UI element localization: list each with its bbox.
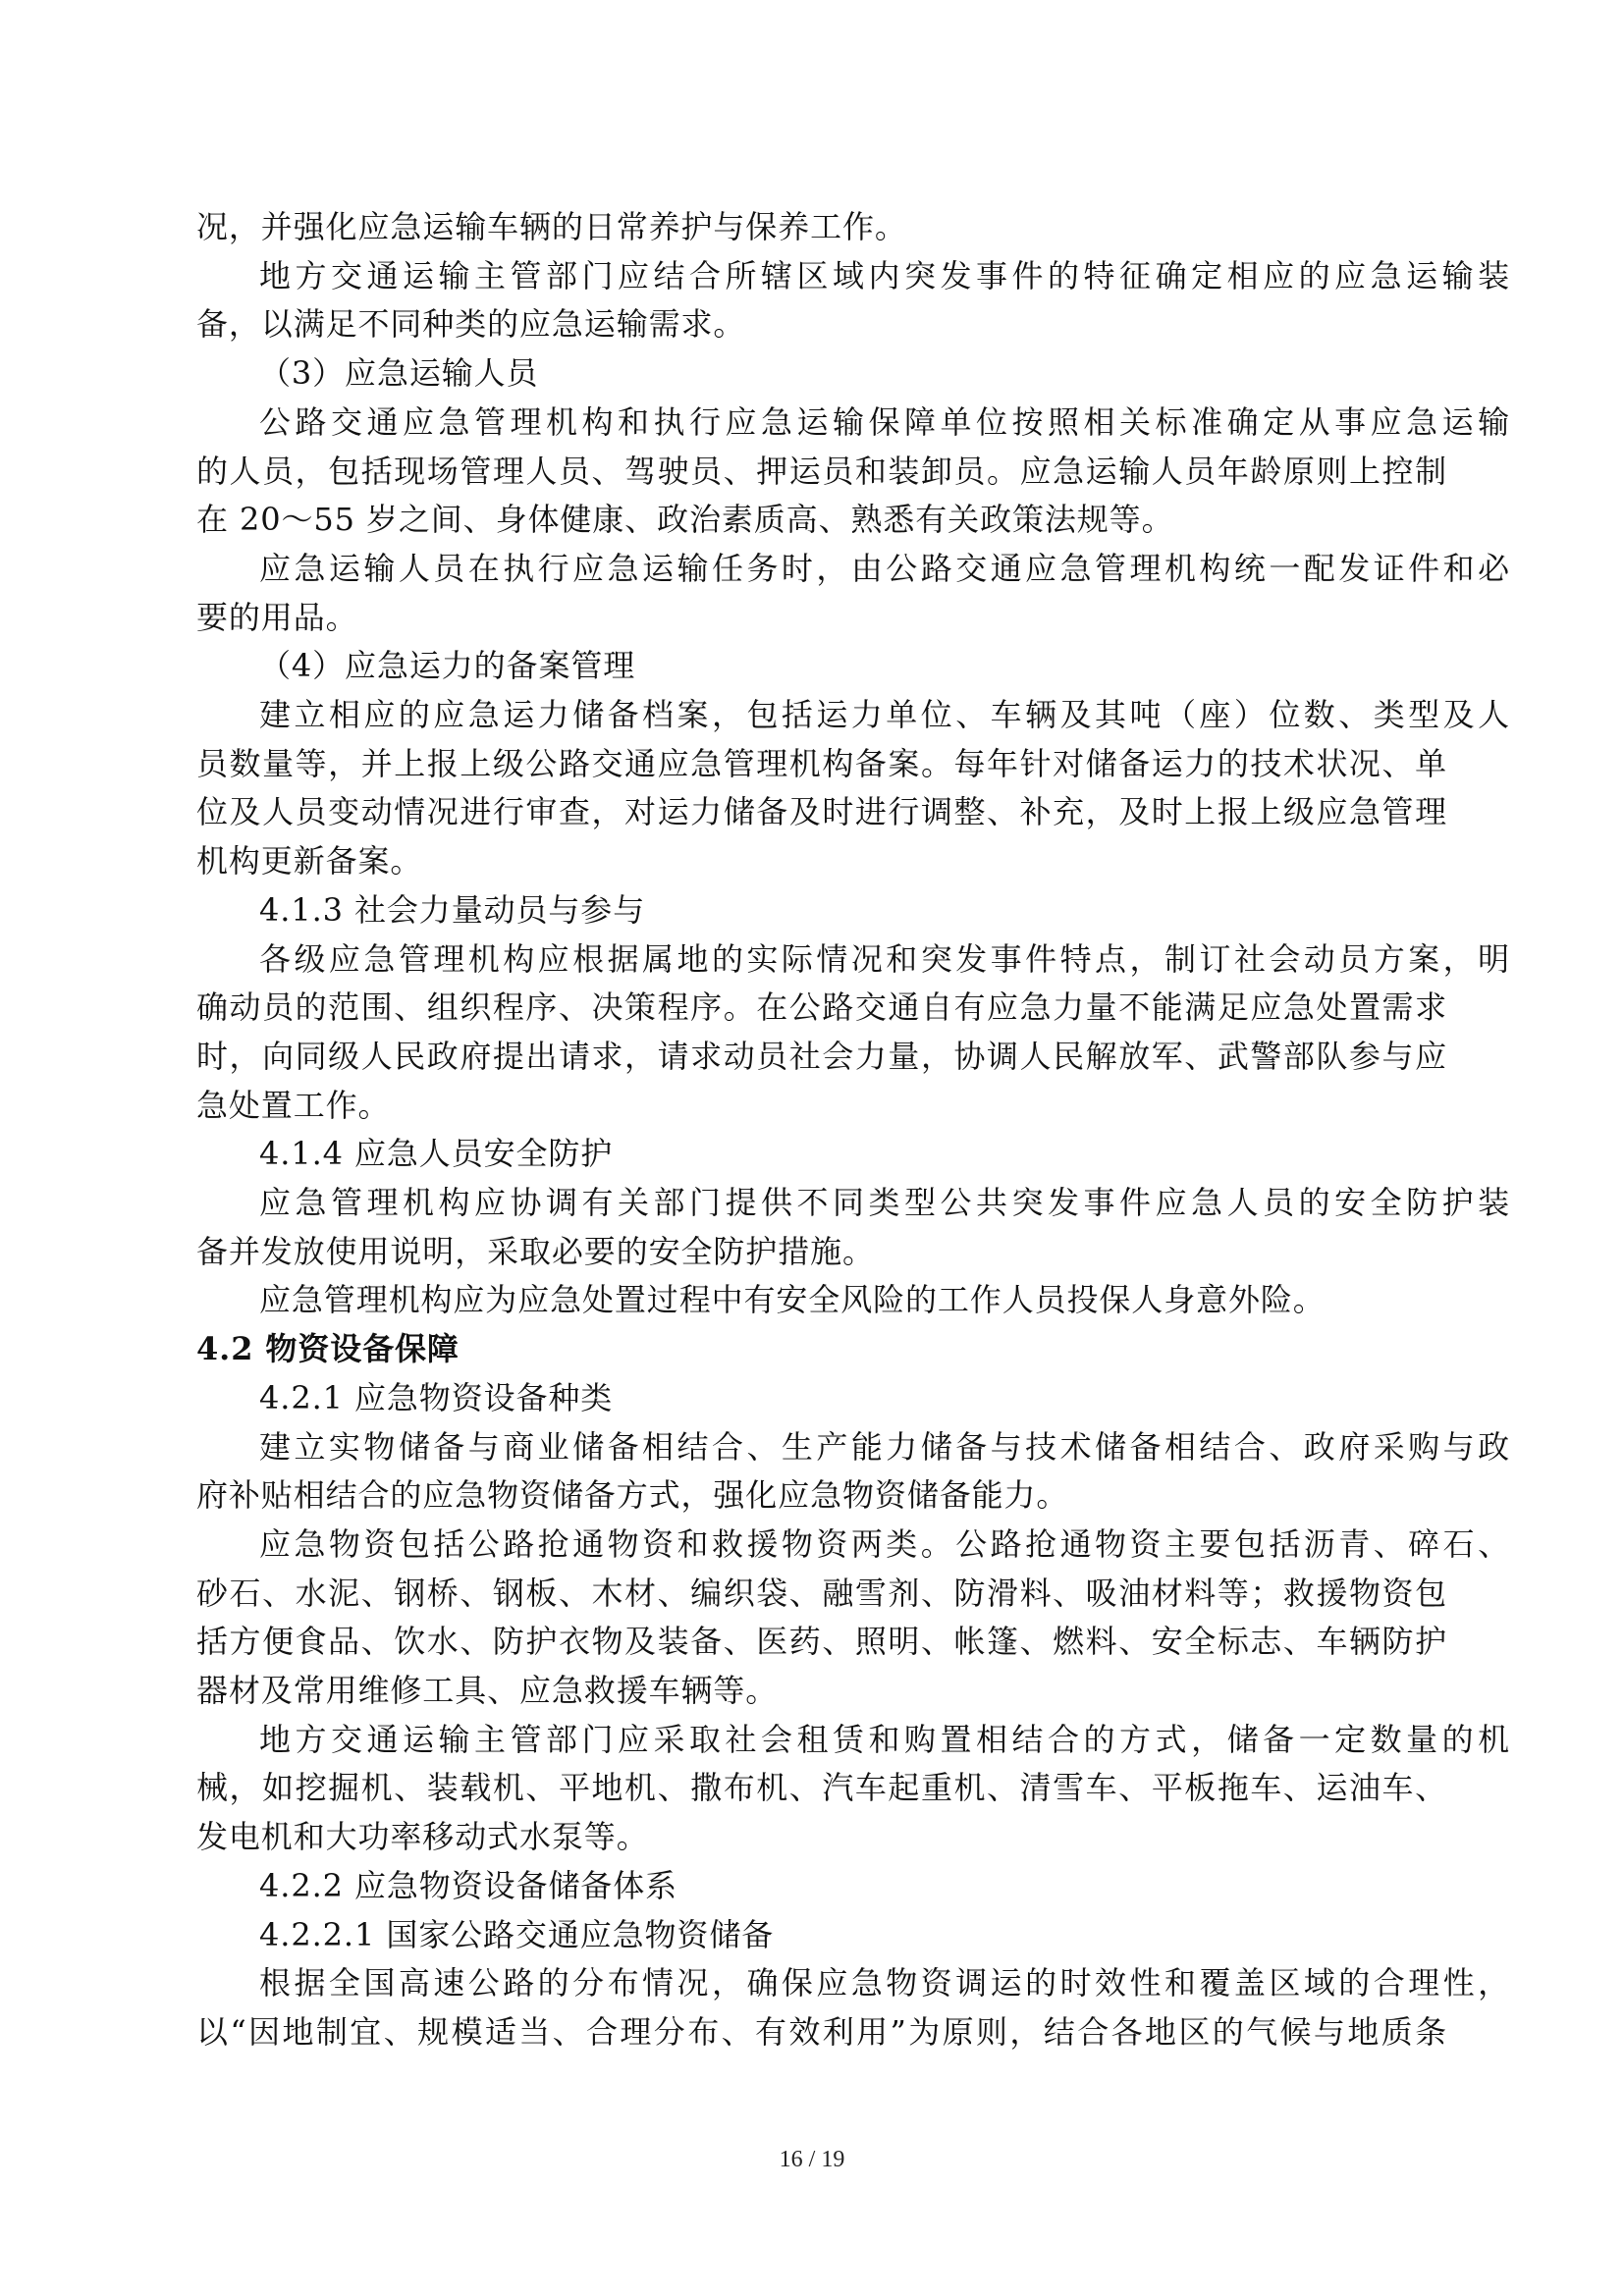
text-line: 的人员，包括现场管理人员、驾驶员、押运员和装卸员。应急运输人员年龄原则上控制 [196, 452, 1447, 490]
text-line: （4）应急运力的备案管理 [259, 647, 636, 685]
text-line: 公路交通应急管理机构和执行应急运输保障单位按照相关标准确定从事应急运输 [259, 402, 1510, 441]
text-line: 府补贴相结合的应急物资储备方式，强化应急物资储备能力。 [196, 1476, 1069, 1515]
text-line: 时，向同级人民政府提出请求，请求动员社会力量，协调人民解放军、武警部队参与应 [196, 1037, 1447, 1075]
text-line: 地方交通运输主管部门应结合所辖区域内突发事件的特征确定相应的应急运输装 [259, 256, 1510, 294]
text-line: 砂石、水泥、钢桥、钢板、木材、编织袋、融雪剂、防滑料、吸油材料等；救援物资包 [196, 1574, 1447, 1612]
text-line: 4.1.4 应急人员安全防护 [259, 1135, 614, 1173]
text-line: 急处置工作。 [196, 1086, 391, 1124]
text-line: 应急运输人员在执行应急运输任务时，由公路交通应急管理机构统一配发证件和必 [259, 549, 1510, 587]
text-line: 况，并强化应急运输车辆的日常养护与保养工作。 [196, 208, 907, 245]
text-line: 4.2.1 应急物资设备种类 [259, 1378, 614, 1416]
text-line: 应急管理机构应协调有关部门提供不同类型公共突发事件应急人员的安全防护装 [259, 1184, 1510, 1221]
text-line: 员数量等，并上报上级公路交通应急管理机构备案。每年针对储备运力的技术状况、单 [196, 744, 1447, 782]
text-line: 在 20～55 岁之间、身体健康、政治素质高、熟悉有关政策法规等。 [196, 501, 1174, 539]
text-line: 位及人员变动情况进行审查，对运力储备及时进行调整、补充，及时上报上级应急管理 [196, 793, 1447, 831]
text-line: 应急管理机构应为应急处置过程中有安全风险的工作人员投保人身意外险。 [259, 1281, 1326, 1319]
text-line: 备，以满足不同种类的应急运输需求。 [196, 305, 746, 344]
text-line: 备并发放使用说明，采取必要的安全防护措施。 [196, 1232, 875, 1270]
text-line: 各级应急管理机构应根据属地的实际情况和突发事件特点，制订社会动员方案，明 [259, 939, 1510, 978]
text-line: 应急物资包括公路抢通物资和救援物资两类。公路抢通物资主要包括沥青、碎石、 [259, 1524, 1510, 1563]
text-line: 发电机和大功率移动式水泵等。 [196, 1818, 649, 1856]
text-line: 要的用品。 [196, 598, 358, 636]
text-line: 器材及常用维修工具、应急救援车辆等。 [196, 1672, 779, 1709]
text-line: 括方便食品、饮水、防护衣物及装备、医药、照明、帐篷、燃料、安全标志、车辆防护 [196, 1623, 1447, 1661]
text-line: （3）应急运输人员 [259, 354, 539, 393]
text-line: 4.2.2.1 国家公路交通应急物资储备 [259, 1915, 775, 1953]
text-line: 地方交通运输主管部门应采取社会租赁和购置相结合的方式，储备一定数量的机 [259, 1720, 1510, 1758]
text-line: 建立实物储备与商业储备相结合、生产能力储备与技术储备相结合、政府采购与政 [259, 1427, 1510, 1466]
page-number: 16 / 19 [779, 2147, 845, 2172]
text-line: 4.2.2 应急物资设备储备体系 [259, 1866, 677, 1904]
text-line: 以“因地制宜、规模适当、合理分布、有效利用”为原则，结合各地区的气候与地质条 [196, 2012, 1447, 2051]
text-line: 械，如挖掘机、装载机、平地机、撒布机、汽车起重机、清雪车、平板拖车、运油车、 [196, 1769, 1447, 1807]
section-heading: 4.2 物资设备保障 [196, 1330, 460, 1368]
text-line: 4.1.3 社会力量动员与参与 [259, 890, 646, 929]
text-line: 根据全国高速公路的分布情况，确保应急物资调运的时效性和覆盖区域的合理性， [259, 1964, 1510, 2002]
text-line: 确动员的范围、组织程序、决策程序。在公路交通自有应急力量不能满足应急处置需求 [196, 988, 1447, 1027]
text-line: 建立相应的应急运力储备档案，包括运力单位、车辆及其吨（座）位数、类型及人 [259, 696, 1510, 733]
text-line: 机构更新备案。 [196, 842, 423, 881]
